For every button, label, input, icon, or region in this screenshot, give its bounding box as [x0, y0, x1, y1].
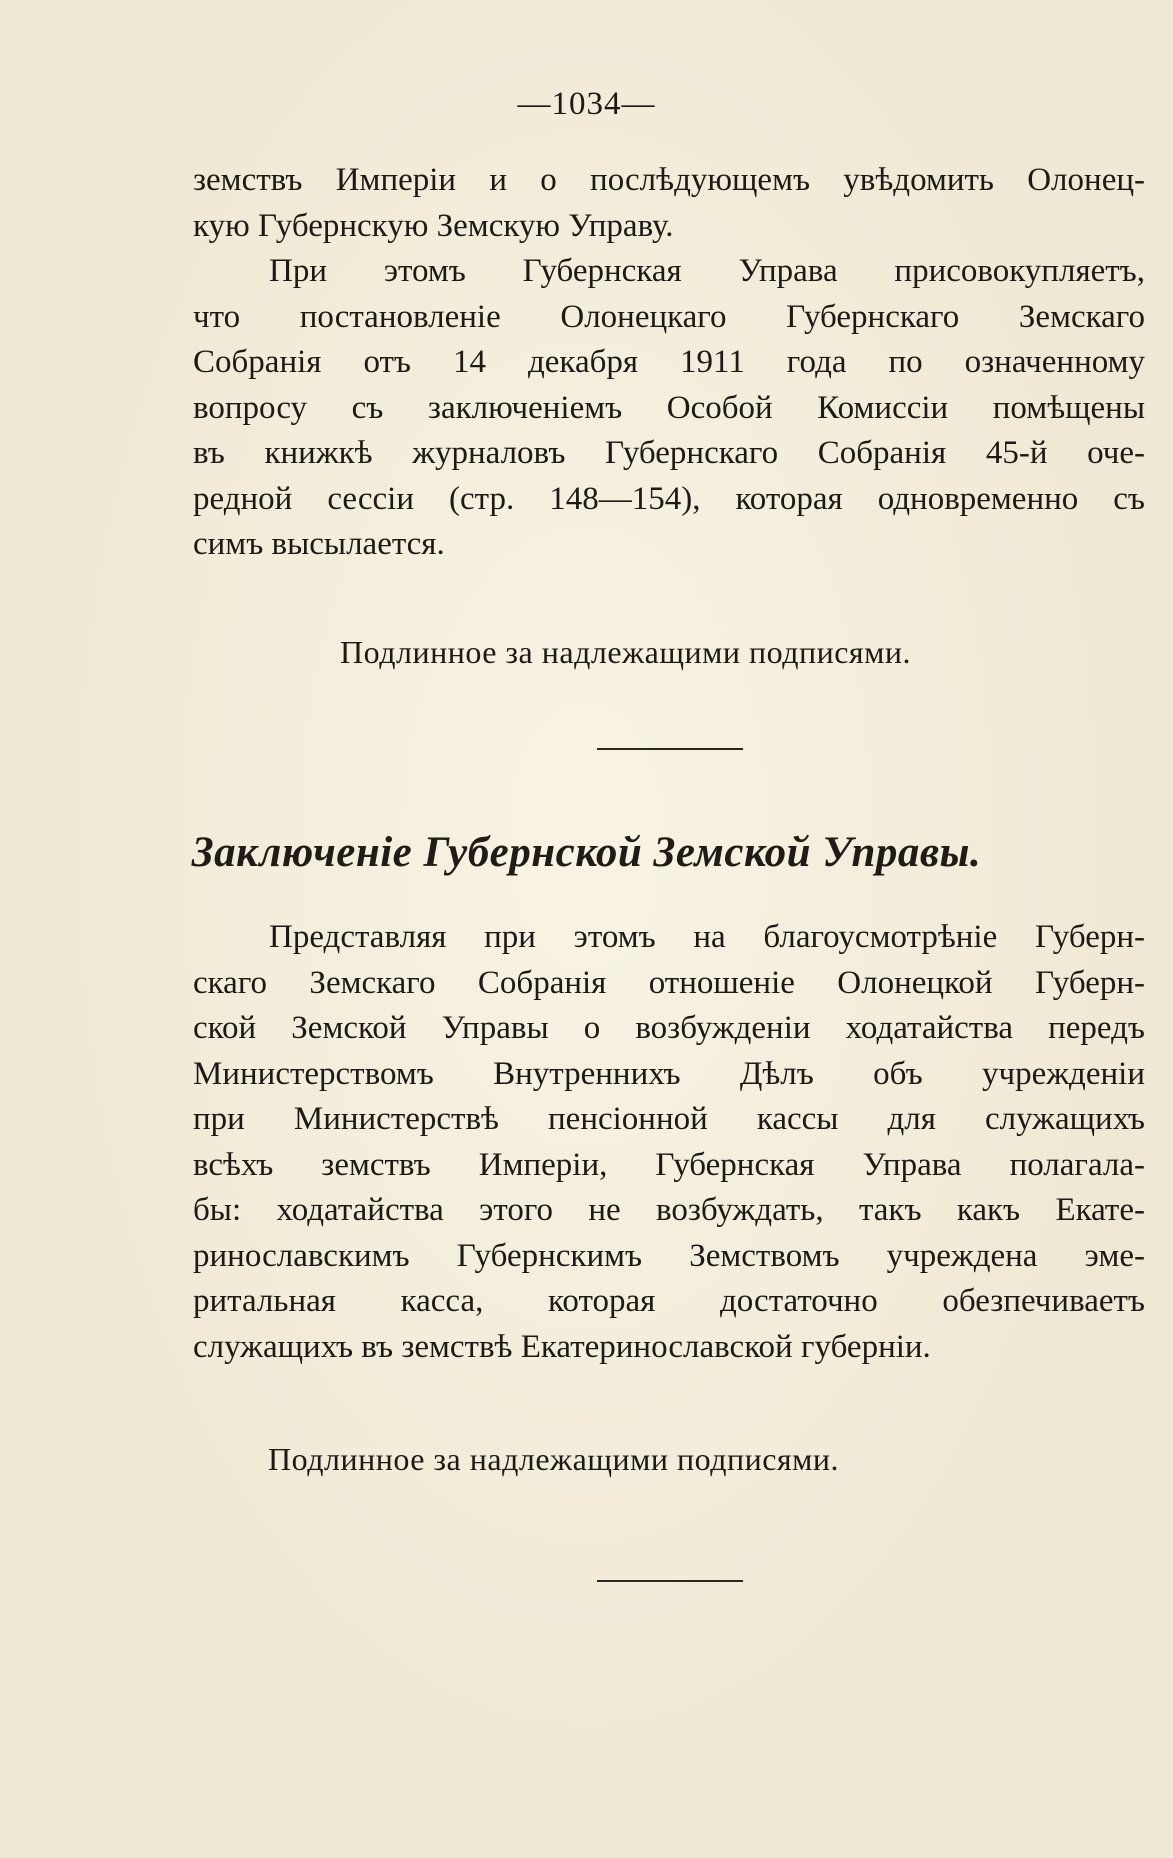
text-line: При этомъ Губернская Управа присовокупляетъ, [269, 253, 1145, 289]
signature-note: Подлинное за надлежащими подписями. [268, 1441, 840, 1477]
text-line: кую Губернскую Земскую Управу. [193, 207, 674, 244]
section2-body [193, 915, 1145, 1370]
text-line: Министерствомъ Внутреннихъ Дѣлъ объ учрежденіи [193, 1055, 1145, 1092]
signature-note: Подлинное за надлежащими подписями. [340, 634, 912, 670]
text-line: служащихъ въ земствѣ Екатеринославской губерніи. [193, 1328, 931, 1365]
text-line: скаго Земскаго Собранія отношеніе Олонецкой Губерн- [193, 964, 1145, 1001]
divider [597, 748, 743, 750]
section1-body [193, 158, 1145, 568]
text-line: земствъ Имперіи и о послѣдующемъ увѣдомить Олонец- [193, 162, 1145, 198]
text-line: при Министерствѣ пенсіонной кассы для служащихъ [193, 1101, 1145, 1137]
section-heading: Заключеніе Губернской Земской Управы. [191, 829, 982, 876]
text-line: всѣхъ земствъ Имперіи, Губернская Управа полагала- [193, 1146, 1145, 1183]
text-line: ринославскимъ Губернскимъ Земствомъ учреждена эме- [193, 1237, 1145, 1274]
text-line: что постановленіе Олонецкаго Губернскаго Земскаго [193, 298, 1145, 335]
text-line: въ книжкѣ журналовъ Губернскаго Собранія 45-й оче- [193, 435, 1145, 471]
text-line: Собранія отъ 14 декабря 1911 года по означенному [193, 344, 1145, 380]
page-number: —1034— [517, 86, 656, 122]
text-line: симъ высылается. [193, 526, 445, 562]
text-line: редной сессіи (стр. 148—154), которая одновременно съ [193, 480, 1145, 517]
text-line: Представляя при этомъ на благоусмотрѣніе Губерн- [269, 919, 1145, 955]
text-line: вопросу съ заключеніемъ Особой Комиссіи помѣщены [193, 389, 1145, 426]
text-line: ритальная касса, которая достаточно обезпечиваетъ [193, 1283, 1145, 1319]
divider [597, 1580, 743, 1582]
text-line: ской Земской Управы о возбужденіи ходатайства передъ [193, 1010, 1145, 1046]
text-line: бы: ходатайства этого не возбуждать, такъ какъ Екате- [193, 1192, 1145, 1228]
